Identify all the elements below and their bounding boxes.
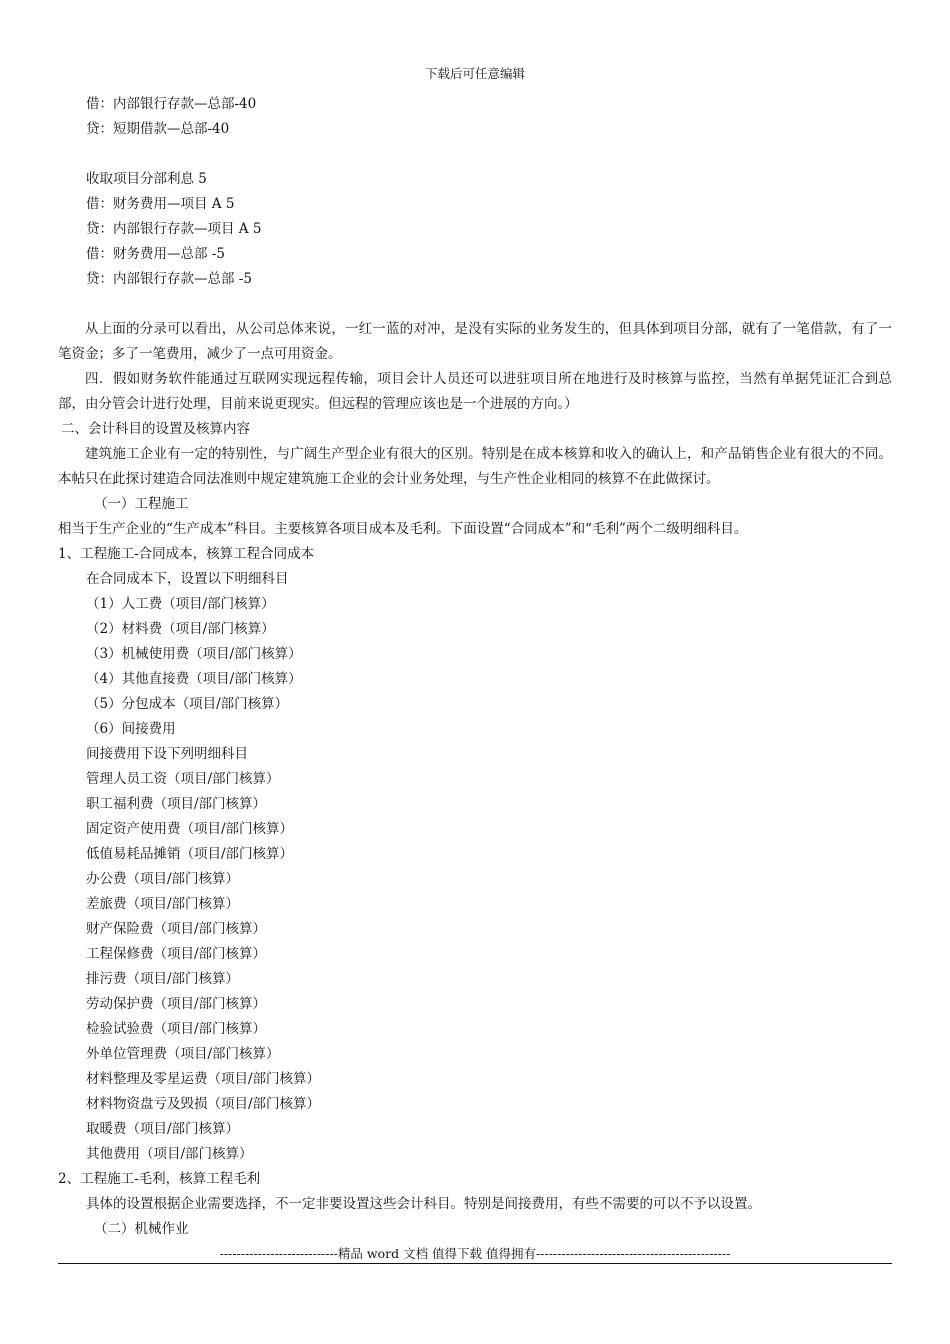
text-line: 间接费用下设下列明细科目 (86, 746, 248, 762)
numbered-heading: 1、工程施工-合同成本，核算工程合同成本 (58, 546, 315, 562)
list-item: 检验试验费（项目/部门核算） (86, 1021, 267, 1037)
list-item: 外单位管理费（项目/部门核算） (86, 1046, 280, 1062)
entry-line: 贷：内部银行存款—总部 -5 (86, 271, 252, 287)
entry-line: 收取项目分部利息 5 (86, 171, 207, 187)
subsection-heading: （二）机械作业 (94, 1221, 189, 1237)
list-item: 财产保险费（项目/部门核算） (86, 921, 267, 937)
entry-line: 借：内部银行存款—总部-40 (86, 96, 257, 112)
list-item: 劳动保护费（项目/部门核算） (86, 996, 267, 1012)
list-item: （5）分包成本（项目/部门核算） (86, 696, 289, 712)
list-item: 工程保修费（项目/部门核算） (86, 946, 267, 962)
list-item: 办公费（项目/部门核算） (86, 871, 240, 887)
numbered-heading: 2、工程施工-毛利，核算工程毛利 (58, 1171, 261, 1187)
paragraph: 从上面的分录可以看出，从公司总体来说，一红一蓝的对冲，是没有实际的业务发生的，但具体到项目分部，就有了一笔借款，有了一笔资金；多了一笔费用，减少了一点可用资金。 (58, 321, 892, 362)
list-item: （1）人工费（项目/部门核算） (86, 596, 275, 612)
list-item: （6）间接费用 (86, 721, 176, 737)
paragraph: 四．假如财务软件能通过互联网实现远程传输，项目会计人员还可以进驻项目所在地进行及时核算与监控，当然有单据凭证汇合到总部，由分管会计进行处理，目前来说更现实。但远程的管理应该也是一个进展的方向。） (58, 371, 892, 412)
list-item: 取暖费（项目/部门核算） (86, 1121, 240, 1137)
list-item: 管理人员工资（项目/部门核算） (86, 771, 280, 787)
footer-rule (58, 1263, 892, 1264)
document-body (58, 92, 892, 1242)
list-item: （4）其他直接费（项目/部门核算） (86, 671, 302, 687)
list-item: 差旅费（项目/部门核算） (86, 896, 240, 912)
blank-line (58, 142, 892, 167)
list-item: 其他费用（项目/部门核算） (86, 1146, 253, 1162)
entry-line: 贷：内部银行存款—项目 A 5 (86, 221, 262, 237)
text-line: 在合同成本下，设置以下明细科目 (86, 571, 289, 587)
list-item: （3）机械使用费（项目/部门核算） (86, 646, 302, 662)
indirect-cost-list (58, 767, 892, 1167)
subsection-heading: （一）工程施工 (94, 496, 189, 512)
paragraph: 建筑施工企业有一定的特别性，与广阔生产型企业有很大的区别。特别是在成本核算和收入的确认上，和产品销售企业有很大的不同。本帖只在此探讨建造合同法准则中规定建筑施工企业的会计业务处理，与生产性企业相同的核算不在此做探讨。 (58, 446, 892, 487)
list-item: 职工福利费（项目/部门核算） (86, 796, 267, 812)
section-heading: 二、会计科目的设置及核算内容 (61, 421, 250, 437)
list-item: 材料整理及零星运费（项目/部门核算） (86, 1071, 321, 1087)
page-header: 下载后可任意编辑 (424, 66, 525, 81)
list-item: 低值易耗品摊销（项目/部门核算） (86, 846, 294, 862)
list-item: 排污费（项目/部门核算） (86, 971, 240, 987)
page-footer: ----------------------------精品 word 文档 值得下载 值得拥有---------------------------------------------- (219, 1246, 731, 1261)
entry-line: 借：财务费用—项目 A 5 (86, 196, 235, 212)
text-line: 相当于生产企业的“生产成本”科目。主要核算各项目成本及毛利。下面设置“合同成本”和“毛利”两个二级明细科目。 (58, 521, 748, 537)
list-item: 材料物资盘亏及毁损（项目/部门核算） (86, 1096, 321, 1112)
cost-item-list (58, 592, 892, 742)
entry-line: 贷：短期借款—总部-40 (86, 121, 230, 137)
list-item: 固定资产使用费（项目/部门核算） (86, 821, 294, 837)
entry-line: 借：财务费用—总部 -5 (86, 246, 225, 262)
text-line: 具体的设置根据企业需要选择，不一定非要设置这些会计科目。特别是间接费用，有些不需要的可以不予以设置。 (86, 1196, 761, 1212)
list-item: （2）材料费（项目/部门核算） (86, 621, 275, 637)
blank-line (58, 292, 892, 317)
